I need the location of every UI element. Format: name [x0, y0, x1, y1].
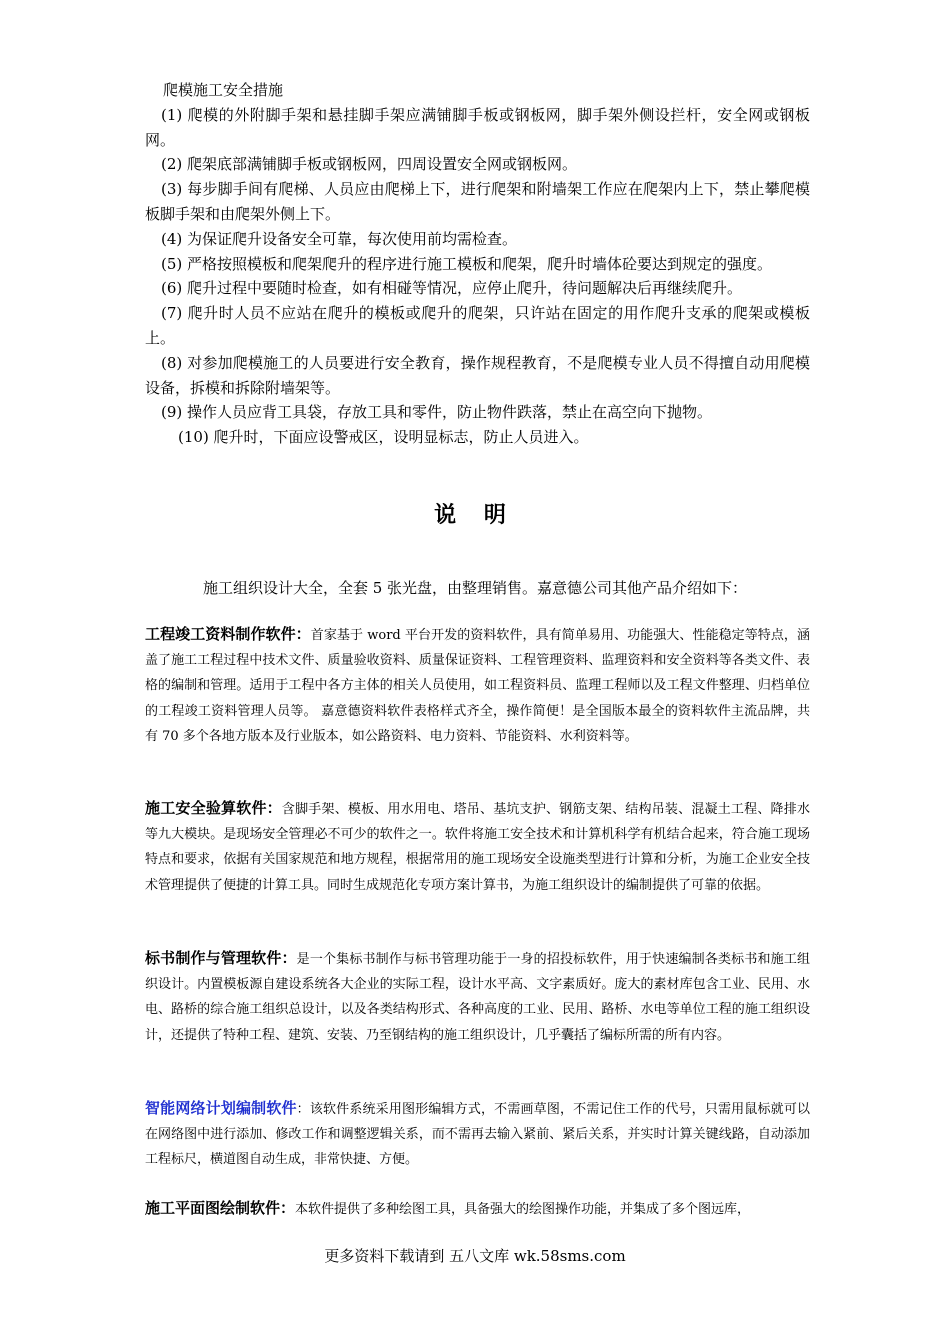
product-name-link[interactable]: 智能网络计划编制软件 [145, 1099, 297, 1117]
safety-title: 爬模施工安全措施 [163, 81, 284, 99]
safety-item: (10) 爬升时，下面应设警戒区，设明显标志，防止人员进入。 [178, 428, 589, 447]
intro-line: 施工组织设计大全，全套 5 张光盘，由整理销售。嘉意德公司其他产品介绍如下： [202, 579, 748, 597]
product-block [145, 796, 810, 898]
product-desc: ：该软件系统采用图形编辑方式，不需画草图，不需记住工作的代号，只需用鼠标就可以在网络图中进行添加、修改工作和调整逻辑关系，而不需再去输入紧前、紧后关系，并实时计算关键线路，自动添加工程标尺，横道图自动生成，非常快捷、方便。 [145, 1102, 810, 1168]
product-desc: 含脚手架、模板、用水用电、塔吊、基坑支护、钢筋支架、结构吊装、混凝土工程、降排水等九大模块。是现场安全管理必不可少的软件之一。软件将施工安全技术和计算机科学有机结合起来，符合施工现场特点和要求，依据有关国家规范和地方规程，根据常用的施工现场安全设施类型进行计算和分析，为施工企业安全技术管理提供了便捷的计算工具。同时生成规范化专项方案计算书，为施工组织设计的编制提供了可靠的依据。 [145, 802, 810, 893]
safety-item: (6) 爬升过程中要随时检查，如有相碰等情况，应停止爬升，待问题解决后再继续爬升。 [161, 279, 743, 298]
product-block [145, 946, 810, 1048]
safety-item: (1) 爬模的外附脚手架和悬挂脚手架应满铺脚手板或钢板网，脚手架外侧设拦杆，安全网或钢板网。 [145, 105, 810, 149]
safety-item: (9) 操作人员应背工具袋，存放工具和零件，防止物件跌落，禁止在高空向下抛物。 [161, 403, 713, 422]
safety-item: (3) 每步脚手间有爬梯、人员应由爬梯上下，进行爬架和附墙架工作应在爬架内上下，禁止攀爬模板脚手架和由爬架外侧上下。 [145, 180, 810, 223]
product-block [145, 1096, 810, 1173]
safety-item: (8) 对参加爬模施工的人员要进行安全教育，操作规程教育，不是爬模专业人员不得擅自动用爬模设备，拆模和拆除附墙架等。 [145, 353, 810, 397]
product-name: 工程竣工资料制作软件： [145, 625, 311, 643]
product-name: 施工平面图绘制软件： [145, 1199, 296, 1217]
footer-link[interactable]: 更多资料下载请到 五八文库 wk.58sms.com [324, 1247, 626, 1265]
safety-item: (5) 严格按照模板和爬架爬升的程序进行施工模板和爬架，爬升时墙体砼要达到规定的强度。 [161, 254, 773, 273]
safety-item: (7) 爬升时人员不应站在爬升的模板或爬升的爬架，只许站在固定的用作爬升支承的爬架或模板上。 [145, 304, 810, 347]
safety-item: (4) 为保证爬升设备安全可靠，每次使用前均需检查。 [161, 229, 518, 248]
product-block [145, 622, 810, 749]
safety-measures-section [145, 78, 810, 450]
product-desc: 首家基于 word 平台开发的资料软件，具有简单易用、功能强大、性能稳定等特点，涵盖了施工工程过程中技术文件、质量验收资料、质量保证资料、工程管理资料、监理资料和安全资料等各类文件、表格的编制和管理。适用于工程中各方主体的相关人员使用，如工程资料员、监理工程师以及工程文件整理、归档单位的工程竣工资料管理人员等。 嘉意德资料软件表格样式齐全，操作简便！是全国版本最全的资料软件主流品牌，共有 70 多个各地方版本及行业版本，如公路资料、电力资料、节能资料、水利资料等。 [145, 628, 810, 744]
product-desc: 本软件提供了多种绘图工具，具备强大的绘图操作功能，并集成了多个图远库， [295, 1202, 751, 1217]
safety-item: (2) 爬架底部满铺脚手板或钢板网，四周设置安全网或钢板网。 [161, 155, 578, 174]
product-desc: 是一个集标书制作与标书管理功能于一身的招投标软件，用于快速编制各类标书和施工组织设计。内置模板源自建设系统各大企业的实际工程，设计水平高、文字素质好。庞大的素材库包含工业、民用、水电、路桥的综合施工组织总设计，以及各类结构形式、各种高度的工业、民用、路桥、水电等单位工程的施工组织设计，还提供了特种工程、建筑、安装、乃至钢结构的施工组织设计，几乎囊括了编标所需的所有内容。 [145, 952, 810, 1043]
product-name: 施工安全验算软件： [145, 799, 282, 817]
product-name: 标书制作与管理软件： [145, 949, 297, 967]
section-heading: 说 明 [434, 502, 516, 528]
product-block [145, 1196, 810, 1222]
